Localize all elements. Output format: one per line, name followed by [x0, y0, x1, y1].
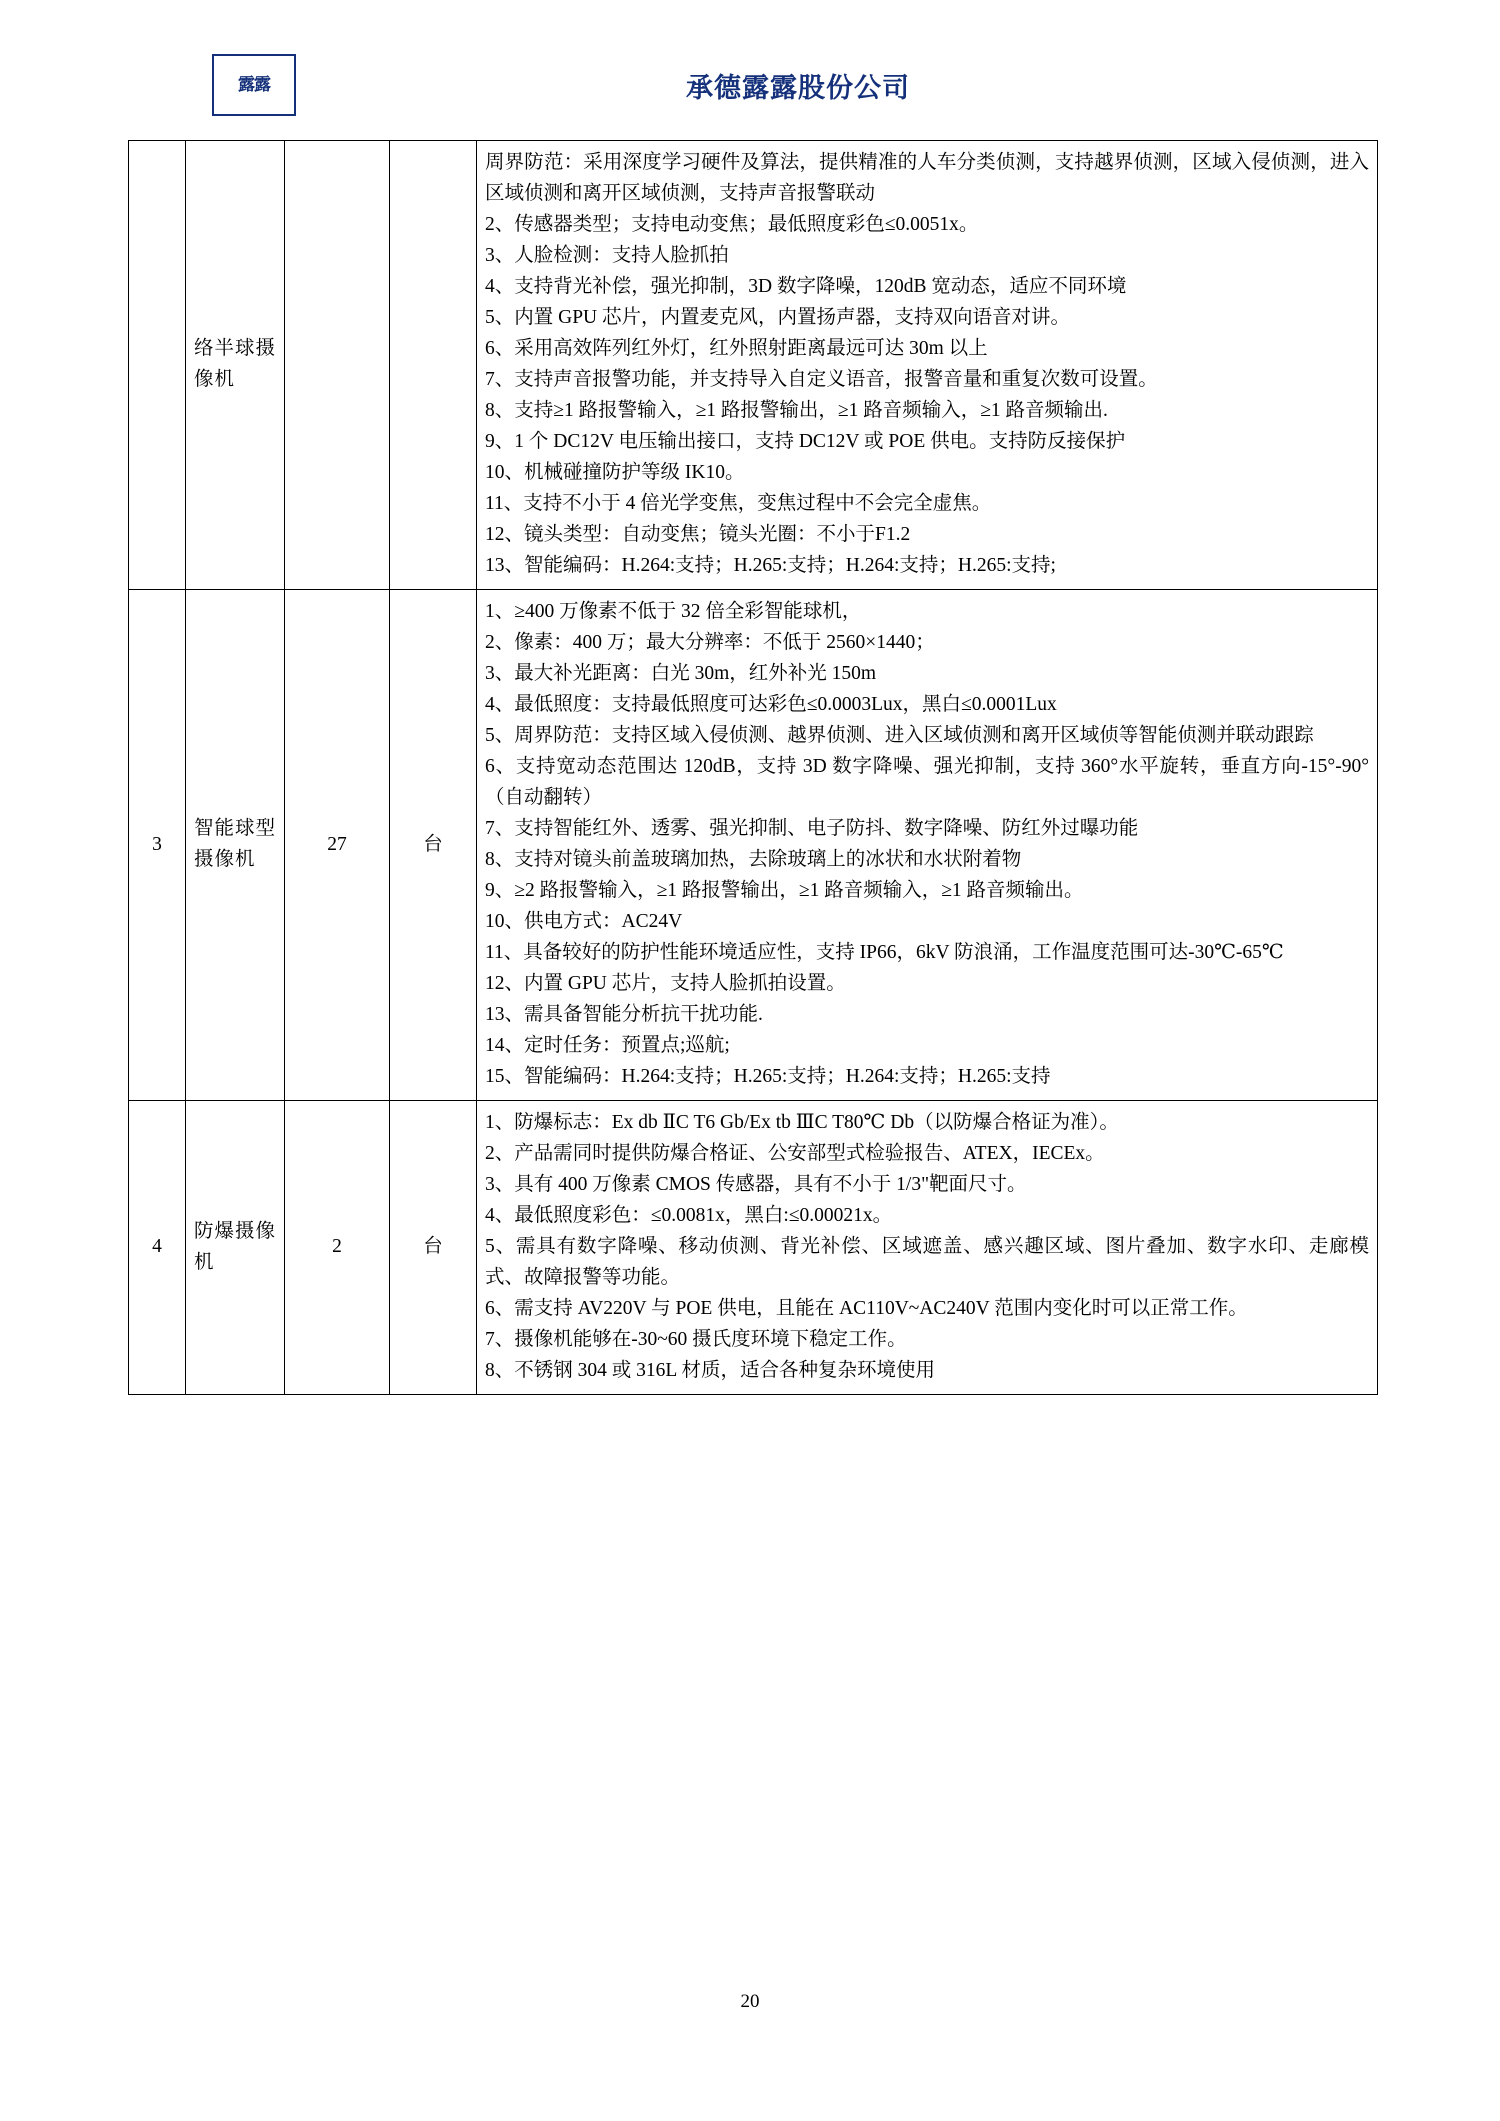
table-row [129, 141, 1378, 590]
row-item-name: 络半球摄像机 [186, 141, 285, 590]
row-item-name: 防爆摄像机 [186, 1101, 285, 1395]
specification-table [128, 140, 1378, 1395]
desc-line: 8、支持≥1 路报警输入，≥1 路报警输出，≥1 路音频输入，≥1 路音频输出. [485, 400, 1108, 421]
table-body [129, 141, 1378, 1395]
desc-line: 7、支持声音报警功能，并支持导入自定义语音，报警音量和重复次数可设置。 [485, 369, 1158, 390]
desc-line: 9、1 个 DC12V 电压输出接口，支持 DC12V 或 POE 供电。支持防反接保护 [485, 431, 1126, 452]
desc-line: 6、支持宽动态范围达 120dB，支持 3D 数字降噪、强光抑制，支持 360°水平旋转，垂直方向-15°-90°（自动翻转） [485, 756, 1369, 808]
desc-line: 3、最大补光距离：白光 30m，红外补光 150m [485, 663, 877, 684]
desc-line: 6、需支持 AV220V 与 POE 供电，且能在 AC110V~AC240V 范围内变化时可以正常工作。 [485, 1298, 1248, 1319]
desc-line: 5、需具有数字降噪、移动侦测、背光补偿、区域遮盖、感兴趣区域、图片叠加、数字水印、走廊模式、故障报警等功能。 [485, 1236, 1369, 1288]
desc-line: 7、支持智能红外、透雾、强光抑制、电子防抖、数字降噪、防红外过曝功能 [485, 818, 1139, 839]
desc-line: 1、防爆标志：Ex db ⅡC T6 Gb/Ex tb ⅢC T80℃ Db（以防爆合格证为准）。 [485, 1112, 1119, 1133]
desc-line: 8、不锈钢 304 或 316L 材质，适合各种复杂环境使用 [485, 1360, 935, 1381]
row-unit: 台 [390, 1101, 477, 1395]
desc-line: 6、采用高效阵列红外灯，红外照射距离最远可达 30m 以上 [485, 338, 988, 359]
desc-line: 13、需具备智能分析抗干扰功能. [485, 1004, 763, 1025]
desc-line: 8、支持对镜头前盖玻璃加热，去除玻璃上的冰状和水状附着物 [485, 849, 1022, 870]
table-row [129, 590, 1378, 1101]
row-unit: 台 [390, 590, 477, 1101]
desc-line: 12、内置 GPU 芯片，支持人脸抓拍设置。 [485, 973, 846, 994]
desc-line: 13、智能编码：H.264:支持；H.265:支持；H.264:支持；H.265:支持; [485, 555, 1056, 576]
desc-line: 10、机械碰撞防护等级 IK10。 [485, 462, 745, 483]
row-unit [390, 141, 477, 590]
desc-line: 4、最低照度：支持最低照度可达彩色≤0.0003Lux，黑白≤0.0001Lux [485, 694, 1057, 715]
row-description [477, 590, 1378, 1101]
row-index [129, 141, 186, 590]
desc-line: 3、人脸检测：支持人脸抓拍 [485, 245, 729, 266]
desc-line: 15、智能编码：H.264:支持；H.265:支持；H.264:支持；H.265:支持 [485, 1066, 1051, 1087]
desc-line: 9、≥2 路报警输入，≥1 路报警输出，≥1 路音频输入，≥1 路音频输出。 [485, 880, 1084, 901]
desc-line: 12、镜头类型：自动变焦；镜头光圈：不小于F1.2 [485, 524, 911, 545]
desc-line: 4、最低照度彩色：≤0.0081x，黑白:≤0.00021x。 [485, 1205, 893, 1226]
page-header [0, 0, 1500, 103]
desc-line: 2、产品需同时提供防爆合格证、公安部型式检验报告、ATEX，IECEx。 [485, 1143, 1105, 1164]
desc-line: 2、传感器类型；支持电动变焦；最低照度彩色≤0.0051x。 [485, 214, 979, 235]
desc-line: 1、≥400 万像素不低于 32 倍全彩智能球机， [485, 601, 862, 622]
desc-line: 5、周界防范：支持区域入侵侦测、越界侦测、进入区域侦测和离开区域侦等智能侦测并联动跟踪 [485, 725, 1314, 746]
company-title: 承德露露股份公司 [686, 72, 910, 103]
page-number: 20 [740, 1991, 760, 2012]
desc-line: 4、支持背光补偿，强光抑制，3D 数字降噪，120dB 宽动态，适应不同环境 [485, 276, 1127, 297]
row-quantity [285, 141, 390, 590]
table-row [129, 1101, 1378, 1395]
row-item-name: 智能球型摄像机 [186, 590, 285, 1101]
logo-text: 露露 [238, 75, 270, 94]
desc-line: 5、内置 GPU 芯片，内置麦克风，内置扬声器，支持双向语音对讲。 [485, 307, 1071, 328]
desc-line: 7、摄像机能够在-30~60 摄氏度环境下稳定工作。 [485, 1329, 907, 1350]
row-quantity: 27 [285, 590, 390, 1101]
desc-line: 2、像素：400 万；最大分辨率：不低于 2560×1440； [485, 632, 935, 653]
row-quantity: 2 [285, 1101, 390, 1395]
desc-line: 14、定时任务：预置点;巡航; [485, 1035, 730, 1056]
row-description [477, 141, 1378, 590]
desc-line: 11、支持不小于 4 倍光学变焦，变焦过程中不会完全虚焦。 [485, 493, 992, 514]
desc-line: 10、供电方式：AC24V [485, 911, 683, 932]
row-index: 3 [129, 590, 186, 1101]
desc-line: 3、具有 400 万像素 CMOS 传感器，具有不小于 1/3"靶面尺寸。 [485, 1174, 1027, 1195]
desc-line: 周界防范：采用深度学习硬件及算法，提供精准的人车分类侦测，支持越界侦测，区域入侵侦测，进入区域侦测和离开区域侦测，支持声音报警联动 [485, 152, 1369, 204]
row-index: 4 [129, 1101, 186, 1395]
company-logo [212, 54, 296, 116]
desc-line: 11、具备较好的防护性能环境适应性，支持 IP66，6kV 防浪涌，工作温度范围可达-30℃-65℃ [485, 942, 1284, 963]
row-description [477, 1101, 1378, 1395]
